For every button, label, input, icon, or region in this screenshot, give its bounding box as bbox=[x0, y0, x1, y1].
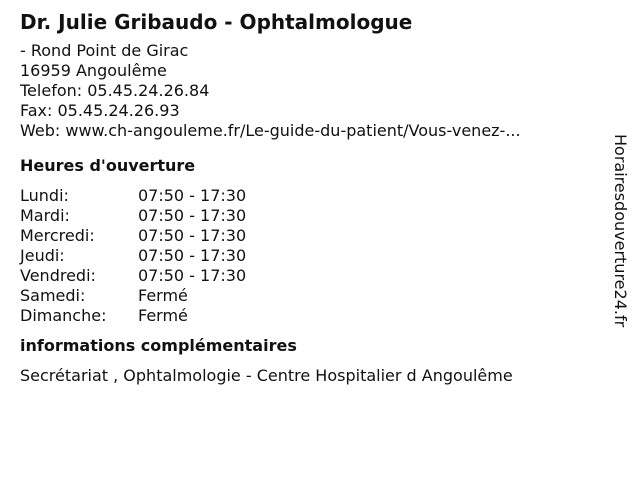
hours-row-tuesday bbox=[20, 206, 246, 226]
day-label: Mardi: bbox=[20, 206, 70, 225]
day-label: Jeudi: bbox=[20, 246, 65, 265]
website-label: Web: bbox=[20, 121, 66, 140]
hours-value: 07:50 - 17:30 bbox=[138, 266, 247, 285]
hours-value: 07:50 - 17:30 bbox=[138, 226, 247, 245]
website-row bbox=[20, 121, 600, 141]
day-label: Dimanche: bbox=[20, 306, 107, 325]
hours-row-thursday bbox=[20, 246, 246, 266]
opening-hours-table bbox=[20, 186, 246, 326]
hours-value: Fermé bbox=[138, 286, 188, 305]
fax-number: Fax: 05.45.24.26.93 bbox=[20, 101, 180, 120]
hours-row-wednesday bbox=[20, 226, 246, 246]
street-address: - Rond Point de Girac bbox=[20, 41, 189, 60]
hours-row-friday bbox=[20, 266, 246, 286]
hours-row-monday bbox=[20, 186, 246, 206]
phone-number: Telefon: 05.45.24.26.84 bbox=[20, 81, 210, 100]
doctor-info-card bbox=[20, 10, 600, 386]
hours-value: 07:50 - 17:30 bbox=[138, 206, 247, 225]
day-label: Lundi: bbox=[20, 186, 69, 205]
additional-info-heading: informations complémentaires bbox=[20, 336, 297, 355]
city-address: 16959 Angoulême bbox=[20, 61, 167, 80]
hours-row-saturday bbox=[20, 286, 246, 306]
site-watermark: Horairesdouverture24.fr bbox=[611, 134, 630, 328]
website-link[interactable]: www.ch-angouleme.fr/Le-guide-du-patient/Vous-venez-... bbox=[65, 121, 521, 140]
hours-value: 07:50 - 17:30 bbox=[138, 246, 247, 265]
additional-info-text: Secrétariat , Ophtalmologie - Centre Hospitalier d Angoulême bbox=[20, 366, 513, 385]
opening-hours-heading: Heures d'ouverture bbox=[20, 156, 196, 175]
hours-value: 07:50 - 17:30 bbox=[138, 186, 247, 205]
day-label: Vendredi: bbox=[20, 266, 96, 285]
day-label: Mercredi: bbox=[20, 226, 95, 245]
page-title: Dr. Julie Gribaudo - Ophtalmologue bbox=[20, 10, 413, 34]
day-label: Samedi: bbox=[20, 286, 86, 305]
hours-row-sunday bbox=[20, 306, 246, 326]
hours-value: Fermé bbox=[138, 306, 188, 325]
